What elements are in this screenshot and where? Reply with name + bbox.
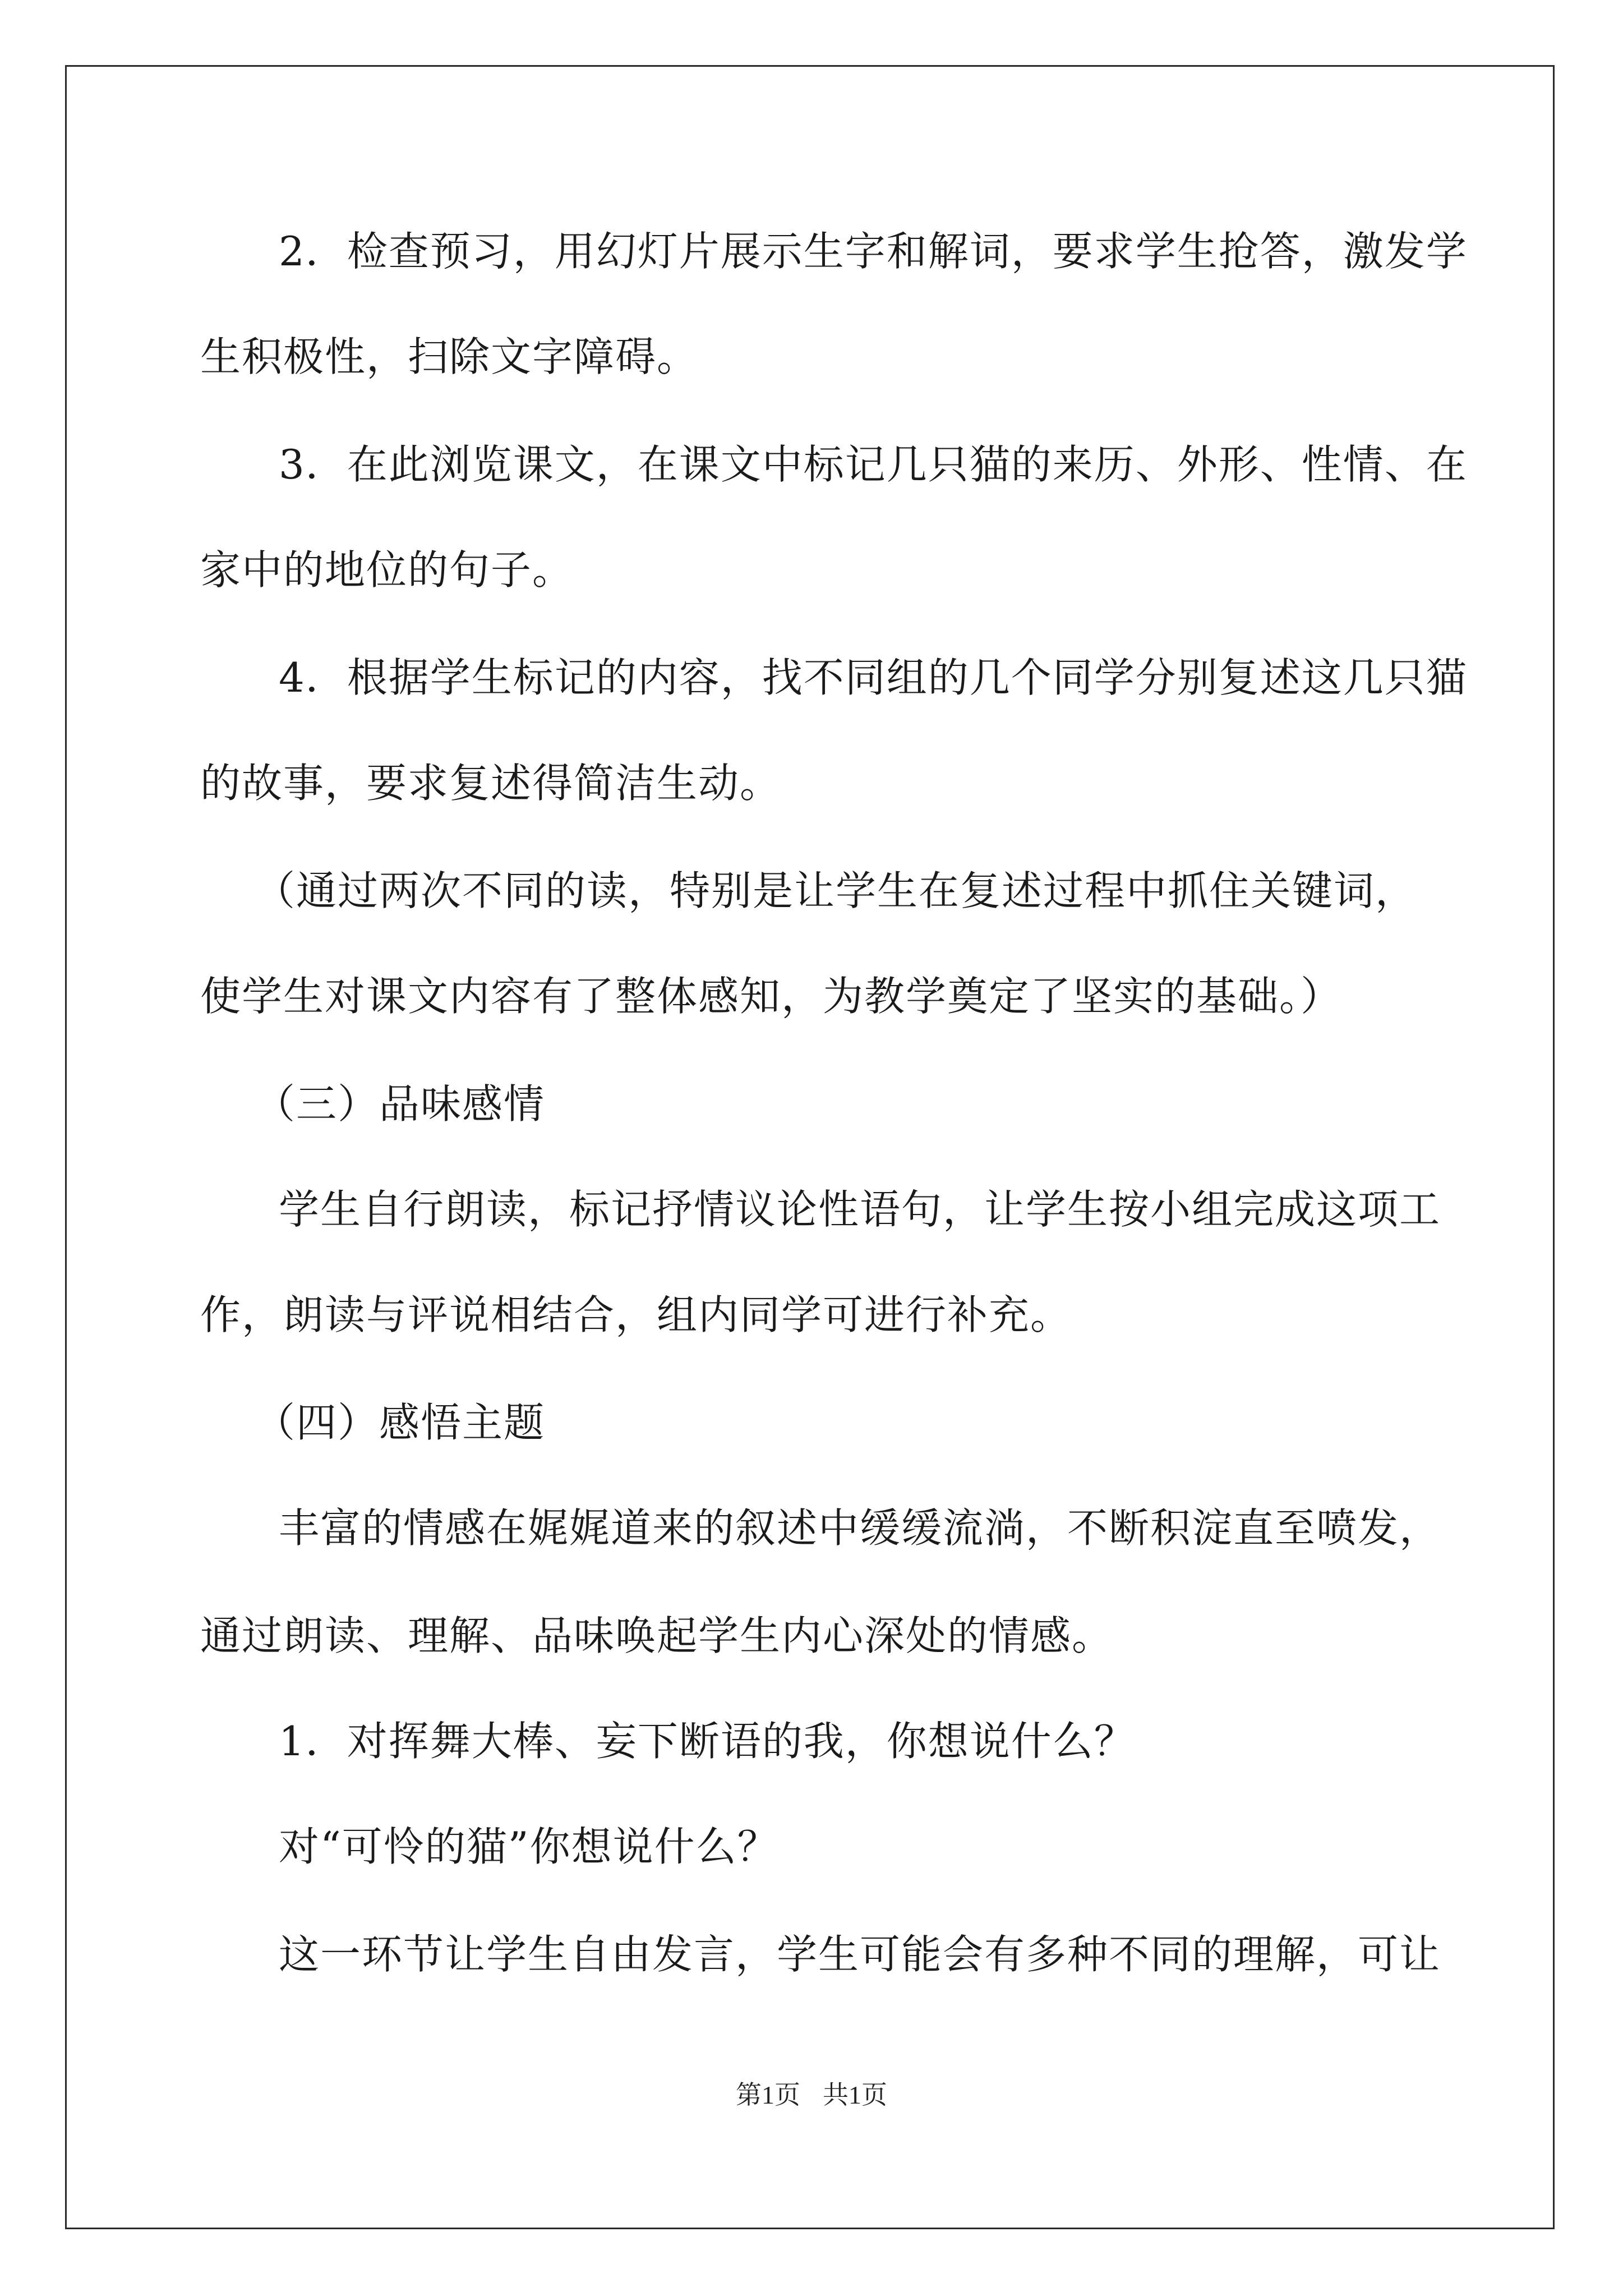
- text-line: 通过朗读、理解、品味唤起学生内心深处的情感。: [200, 1612, 1114, 1659]
- text-line: 2．检查预习，用幻灯片展示生字和解词，要求学生抢答，激发学: [279, 228, 1468, 275]
- text-line: （通过两次不同的读，特别是让学生在复述过程中抓住关键词，: [255, 867, 1417, 914]
- text-line: 使学生对课文内容有了整体感知，为教学奠定了坚实的基础。）: [200, 973, 1343, 1020]
- section-heading: （四）感悟主题: [255, 1399, 546, 1446]
- page-total: 共1页: [823, 2081, 887, 2109]
- text-line: 的故事，要求复述得简洁生动。: [200, 760, 782, 807]
- text-line: 生积极性，扫除文字障碍。: [200, 333, 699, 380]
- page-footer: [0, 2078, 1623, 2112]
- page-border: [65, 65, 1555, 2229]
- text-line: 作，朗读与评说相结合，组内同学可进行补充。: [200, 1291, 1072, 1338]
- text-line: 丰富的情感在娓娓道来的叙述中缓缓流淌，不断积淀直至喷发，: [279, 1504, 1441, 1552]
- text-line: 学生自行朗读，标记抒情议论性语句，让学生按小组完成这项工: [279, 1186, 1441, 1233]
- text-line: 3．在此浏览课文，在课文中标记几只猫的来历、外形、性情、在: [279, 441, 1468, 488]
- text-line: 这一环节让学生自由发言，学生可能会有多种不同的理解，可让: [279, 1931, 1441, 1978]
- section-heading: （三）品味感情: [255, 1080, 546, 1128]
- page-number: 第1页: [736, 2081, 800, 2109]
- text-line: 家中的地位的句子。: [200, 546, 574, 593]
- text-line: 对“可怜的猫”你想说什么？: [279, 1823, 779, 1870]
- text-line: 1．对挥舞大棒、妄下断语的我，你想说什么？: [279, 1718, 1136, 1765]
- text-line: 4．根据学生标记的内容，找不同组的几个同学分别复述这几只猫: [279, 654, 1468, 701]
